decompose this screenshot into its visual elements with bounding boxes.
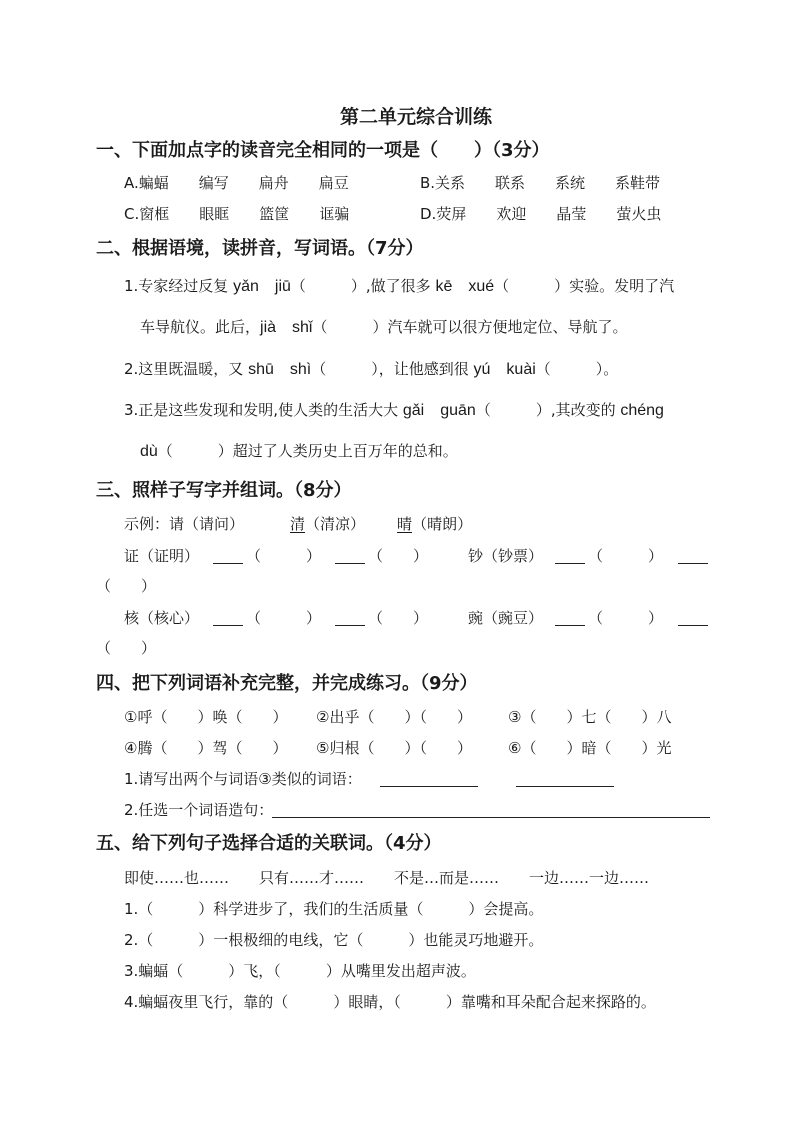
idiom-5: ⑤归根（ ）（ ）: [316, 739, 472, 757]
pinyin-jiashi: jià shǐ: [260, 319, 313, 336]
example-char-qing: 清: [290, 515, 306, 533]
idiom-3: ③（ ）七（ ）八: [508, 708, 672, 726]
s2-text: 1.专家经过反复: [124, 277, 234, 295]
s2-text: （ ）。: [535, 360, 619, 378]
answer-blank[interactable]: [678, 625, 708, 626]
answer-paren: （ ）: [368, 609, 429, 627]
s2-text: （ ）超过了人类历史上百万年的总和。: [157, 442, 458, 460]
option-a: A.蝙蝠 编写 扁舟 扁豆: [124, 174, 349, 192]
answer-line[interactable]: [516, 786, 614, 787]
idiom-1: ①呼（ ）唤（ ）: [124, 708, 288, 726]
s2-text: （ ）汽车就可以很方便地定位、导航了。: [312, 318, 628, 336]
answer-paren: （ ）: [96, 639, 157, 657]
idiom-6: ⑥（ ）暗（ ）光: [508, 739, 672, 757]
s2-text: 2.这里既温暖，又: [124, 360, 249, 378]
example-text: （清凉）: [305, 515, 366, 533]
answer-paren: （ ）: [368, 547, 429, 565]
section-5-heading: 五、给下列句子选择合适的关联词。（4分）: [96, 833, 442, 854]
s4-question-2: 2.任选一个词语造句：: [124, 801, 274, 819]
example-text: 示例：请（请问）: [124, 515, 245, 533]
s3-row1-prompt-b: 钞（钞票）: [468, 547, 544, 565]
idiom-2: ②出乎（ ）（ ）: [316, 708, 472, 726]
example-text: （晴朗）: [412, 515, 473, 533]
answer-line[interactable]: [380, 786, 478, 787]
answer-blank[interactable]: [678, 563, 708, 564]
answer-paren: （ ）: [588, 609, 664, 627]
page-title: 第二单元综合训练: [340, 106, 493, 128]
s3-row2-prompt-b: 豌（豌豆）: [468, 609, 544, 627]
section-4-heading: 四、把下列词语补充完整，并完成练习。（9分）: [96, 673, 478, 694]
answer-blank[interactable]: [213, 625, 243, 626]
answer-line[interactable]: [272, 817, 710, 818]
option-c: C.窗框 眼眶 篮筐 诓骗: [124, 205, 350, 223]
answer-paren: （ ）: [588, 547, 664, 565]
pinyin-yukuai: yú kuài: [473, 361, 536, 378]
answer-paren: （ ）: [246, 609, 322, 627]
s2-text: （ ）实验。发明了汽: [494, 277, 675, 295]
s2-line-3: [124, 362, 618, 378]
s4-question-1: 1.请写出两个与词语③类似的词语：: [124, 770, 362, 788]
s3-row1-prompt: 证（证明）: [124, 547, 200, 565]
answer-blank[interactable]: [335, 563, 365, 564]
answer-blank[interactable]: [555, 563, 585, 564]
s5-question-1: 1.（ ）科学进步了，我们的生活质量（ ）会提高。: [124, 900, 544, 918]
answer-blank[interactable]: [555, 625, 585, 626]
section-3-heading: 三、照样子写字并组词。（8分）: [96, 480, 352, 501]
s3-row2-prompt: 核（核心）: [124, 609, 200, 627]
pinyin-gaiguan: gǎi guān: [402, 402, 476, 419]
s2-text: 3.正是这些发现和发明,使人类的生活大大: [124, 401, 403, 419]
s2-text: （ ）,其改变的: [475, 401, 621, 419]
pinyin-du: dù: [140, 443, 158, 460]
connective-options: 即使……也…… 只有……才…… 不是…而是…… 一边……一边……: [124, 869, 650, 887]
section-2-heading: 二、根据语境，读拼音，写词语。（7分）: [96, 238, 424, 259]
pinyin-kexue: kē xué: [435, 278, 495, 295]
s5-question-4: 4.蝙蝠夜里飞行，靠的（ ）眼睛，（ ）靠嘴和耳朵配合起来探路的。: [124, 993, 656, 1011]
s5-question-3: 3.蝙蝠（ ）飞，（ ）从嘴里发出超声波。: [124, 962, 476, 980]
idiom-4: ④腾（ ）驾（ ）: [124, 739, 288, 757]
pinyin-shushi: shū shì: [248, 361, 312, 378]
pinyin-yanjiu: yǎn jiū: [233, 278, 291, 295]
option-b: B.关系 联系 系统 系鞋带: [420, 174, 661, 192]
example-char-qing2: 晴: [397, 515, 413, 533]
section-1-heading: 一、下面加点字的读音完全相同的一项是（ ）（3分）: [96, 140, 550, 161]
s2-line-2: [140, 320, 628, 336]
s2-text: 车导航仪。此后，: [140, 318, 261, 336]
answer-paren: （ ）: [246, 547, 322, 565]
option-d: D.荧屏 欢迎 晶莹 萤火虫: [420, 205, 662, 223]
answer-blank[interactable]: [213, 563, 243, 564]
s2-line-4: [124, 403, 664, 419]
s2-line-1: [124, 279, 674, 295]
s2-text: （ ）,做了很多: [290, 277, 436, 295]
s2-text: （ ），让他感到很: [311, 360, 474, 378]
s2-line-5: [140, 444, 458, 460]
s5-question-2: 2.（ ）一根极细的电线，它（ ）也能灵巧地避开。: [124, 931, 544, 949]
pinyin-cheng: chéng: [620, 402, 664, 419]
answer-paren: （ ）: [96, 577, 157, 595]
s3-example: [124, 517, 472, 532]
answer-blank[interactable]: [335, 625, 365, 626]
